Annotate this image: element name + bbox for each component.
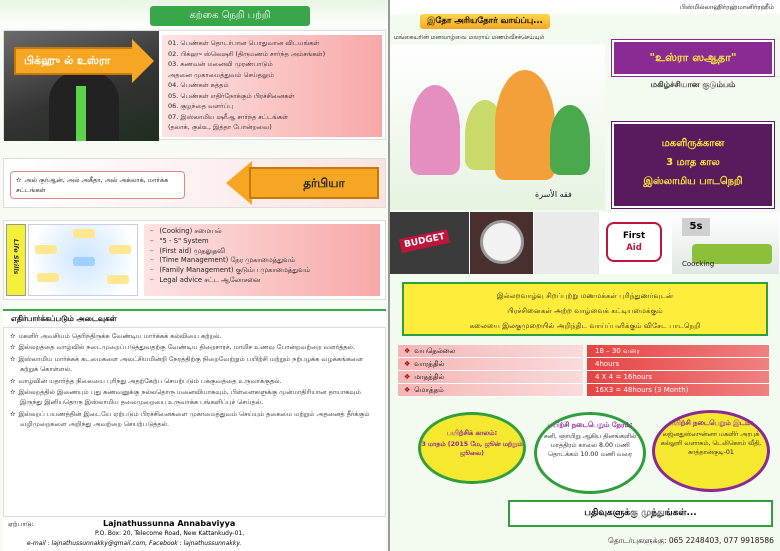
tagline: மங்கையரின் மனவாழ்வை மலராய் மணம்வீசச்செய்யும் bbox=[394, 34, 545, 41]
opportunity-banner: இதோ அரியதோர் வாய்ப்பு... bbox=[420, 14, 550, 29]
right-panel bbox=[390, 0, 780, 551]
topic-item: 01. பெண்கள் தொடர்பான பொதுவான விடயங்கள் bbox=[168, 39, 320, 47]
topic-item: 06. குழந்தை வளர்ப்பு bbox=[168, 102, 234, 110]
skill-item: – (First aid) முதலுதவி bbox=[150, 246, 225, 255]
outcome-item: ✫ இல்லறத்தை வாழ்வில் நடைமுறைப்படுத்துவதற்கு வேண்டிய திறைசாரச், மாமிச உணவு போன்றவற்றை வளர்த்தல். bbox=[10, 343, 356, 352]
organizer-label: ஏற்பாடு: bbox=[8, 520, 34, 528]
tarbiya-badge: தர்பியா bbox=[249, 167, 379, 199]
duration-badge: பயிற்சிக் காலம்: 3 மாதம் (2015 மே, ஜூன் மற்றும் ஜூலை) bbox=[418, 412, 526, 484]
life-skills-section bbox=[3, 220, 386, 300]
outcome-item: ✫ இஸ்லாமிய மார்க்கக் கடமைகளை அலட்சியமின்றி நேரத்திற்கு நிறைவேற்றும் பயிற்சி மற்றும் நற்பழக்க வழக்கங்களை கற்றுக் கொள்ளல். bbox=[10, 354, 363, 374]
program-title: "உஸ்ரா ஸஆதா" bbox=[612, 40, 774, 76]
tarbiya-items: ✫ அல் குர்ஆன், அல் அகீதா, அல் அக்லாக், மார்க்க சட்டங்கள் bbox=[10, 171, 185, 199]
bismillah: பிஸ்மில்லாஹிர்ரஹ்மானிர்ரஹீம் bbox=[390, 0, 780, 14]
fiqh-section bbox=[3, 30, 386, 140]
organizer-name: Lajnathussunna Annabaviyya bbox=[103, 519, 236, 528]
five-s-label: 5s bbox=[682, 218, 710, 236]
topic-item: அதனை முகாமைத்துவம் செய்தலும் bbox=[168, 70, 274, 79]
planner-tile bbox=[534, 212, 600, 274]
topic-list bbox=[162, 35, 382, 137]
skill-item: – (Time Management) நேர முகாமைத்துவம் bbox=[150, 256, 295, 265]
topic-item: 05. பெண்கள் எதிர்நோக்கும் பிரச்சினைகள் bbox=[168, 91, 295, 100]
left-header-band bbox=[0, 0, 390, 28]
organizer-address: P.O. Box: 20, Telecome Road, New Kattankudy-01, bbox=[95, 530, 245, 537]
time-badge: பயிற்சி நடைபெறும் நேரம்: சனி, ஞாயிறு ஆகிய தினங்களில் மாத்திரம் காலை 8.00 மணி தொடக்கம் 10.00 மணி வரை bbox=[534, 412, 646, 494]
five-s-tile bbox=[672, 212, 780, 274]
arabic-caption: فقه الأسرة bbox=[535, 190, 572, 199]
table-row: ❖ மொத்தம் 16X3 = 48hours (3 Month) bbox=[398, 384, 772, 397]
tarbiya-section bbox=[3, 158, 386, 208]
outcome-item: ✫ இல்லறத்தில் இணையும் புது கணவனுக்கு நல்லதொரு மனைவியாகவும், பிள்ளைகளுக்கு முன்மாதிரியான தாயாகவும் இருந்து இனியதொரு இஸ்லாமிய தலைமுறையை உருவாக்க பங்களிப்புச் செய்தல். bbox=[10, 388, 361, 407]
budget-tile: BUDGET bbox=[390, 212, 470, 274]
fiqh-badge: பிக்ஹு ல் உஸ்ரா bbox=[14, 47, 134, 75]
organizer-footer bbox=[3, 518, 386, 551]
table-row: ❖ வயதெல்லை 18 – 30 வரை bbox=[398, 345, 772, 358]
course-about-heading: கற்கை நெறி பற்றி bbox=[150, 6, 310, 26]
speaker-image bbox=[4, 31, 159, 141]
family-illustration bbox=[390, 45, 605, 210]
clock-tile bbox=[470, 212, 534, 274]
first-aid-tile bbox=[600, 212, 672, 274]
star-icon: ✫ bbox=[16, 176, 22, 184]
schedule-table bbox=[398, 345, 772, 399]
organizer-contact: e-mail : lajnathussunnakky@gmail.com, Facebook : lajnathussunnakky. bbox=[27, 540, 242, 547]
green-scarf bbox=[76, 86, 86, 141]
course-description: இல்லறவாழ்வு சிறப்புற்று மணமக்கள் புரிந்துணர்வுடன் பிரச்சினைகள் அற்ற வாழ்வைக் கட்டியமைக்கும் கலையை இலகுமுறையில் அறிந்திட வாய்ப்பளிக்கும் விசேட பாடநெறி bbox=[402, 282, 768, 336]
first-aid-icon: First Aid bbox=[606, 222, 662, 262]
topic-item: 03. கணவன் மனைவி முரண்பாடும் bbox=[168, 60, 273, 68]
skill-item: – "5 - S" System bbox=[150, 236, 209, 245]
contact-line: தொடர்புகளுக்கு: 065 2248403, 077 9918586 bbox=[608, 536, 774, 545]
outcome-item: ✫ இல்லறப் பயணத்தின் இடையே ஏற்படும் பிரச்சினைகளை முகாமைத்துவம் செய்யும் தகைமை மற்றும் அதனைத் தீர்க்கும் வழிமுறைகளை அறிந்து அவற்றை செயற்படுத்தல். bbox=[10, 409, 370, 429]
register-banner: பதிவுகளுக்கு முந்துங்கள்... bbox=[508, 500, 773, 527]
life-skills-label: Life Skills bbox=[6, 224, 26, 296]
venue-badge: பயிற்சி நடைபெறும் இடம்: லஜ்னதுஸ்ஸுன்னா மகளிர் அரபுக் கல்லூரி வளாகம், டெலிகொம் வீதி, காத்தான்குடி-01 bbox=[652, 410, 770, 492]
course-box: மகளிருக்கான 3 மாத கால இஸ்லாமிய பாடநெறி bbox=[612, 122, 774, 208]
image-strip bbox=[390, 212, 780, 274]
outcome-item: ✫ மகளிர் அவசியம் தெரிந்திருக்க வேண்டிய மார்க்கக் கல்வியை கற்றல். bbox=[10, 332, 222, 340]
program-subtitle: மகிழ்ச்சியான குடும்பம் bbox=[650, 80, 736, 89]
life-skills-diagram bbox=[28, 224, 138, 296]
table-row: ❖ வாரத்தில் 4hours bbox=[398, 358, 772, 371]
clock-icon bbox=[480, 220, 524, 264]
skill-item: – (Family Management) குடும்ப முகாமைத்துவம் bbox=[150, 266, 311, 275]
topic-item: 02. பிக்ஹு ஸ்லெஷரி (திருமணம் சார்ந்த அம்சங்கள்) bbox=[168, 49, 326, 58]
arrow-right-icon bbox=[132, 39, 154, 83]
topic-item: (தலாக், குல்உ, இத்தா போன்றவை) bbox=[168, 123, 272, 131]
topic-item: 07. இஸ்லாமிய ஷரீஆ சார்ந்த சட்டங்கள் bbox=[168, 112, 288, 121]
skill-item: – (Cooking) சமையல் bbox=[150, 227, 222, 235]
outcome-item: ✫ வாழ்வின் யதார்த்த நிலையை புரிந்து அதற்கேற்ப செயற்படும் பக்குவத்தை உருவாக்குதல். bbox=[10, 376, 282, 385]
outcomes-title: எதிர்பார்க்கப்படும் அடைவுகள் bbox=[3, 309, 386, 325]
topic-item: 04. பெண்கள் சுத்தம் bbox=[168, 81, 229, 89]
table-row: ❖ மாதத்தில் 4 X 4 = 16hours bbox=[398, 371, 772, 384]
outcomes-list bbox=[3, 327, 386, 517]
life-skills-list bbox=[144, 224, 380, 296]
cooking-label: Coocking bbox=[682, 260, 715, 268]
skill-item: – Legal advice சட்ட ஆலோசனை bbox=[150, 275, 261, 284]
